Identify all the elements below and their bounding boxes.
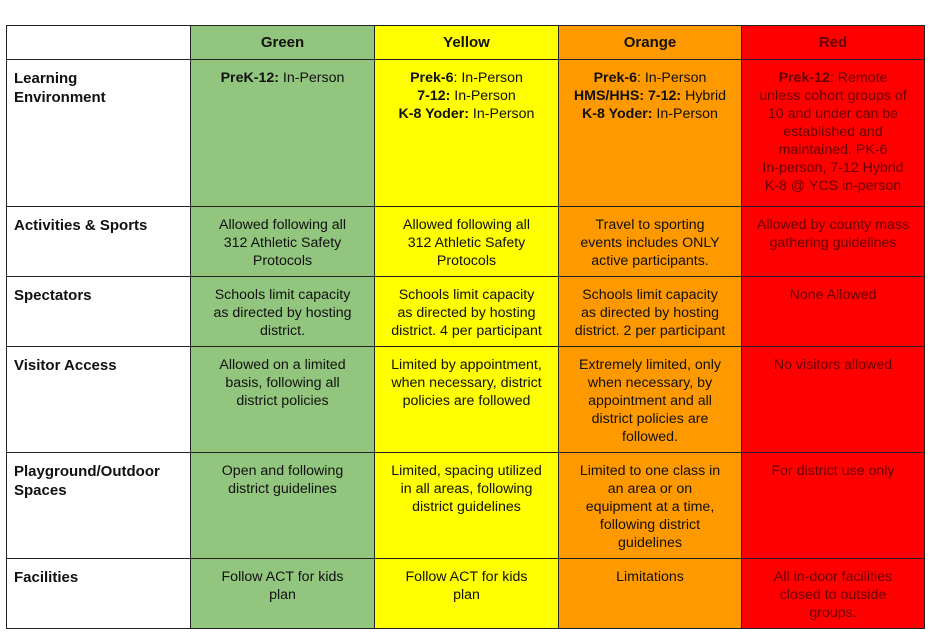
cell-text: Allowed by county mass xyxy=(756,217,910,233)
cell-bold-text: Prek-6 xyxy=(410,70,454,86)
cell-text: gathering guidelines xyxy=(769,235,897,251)
cell-line xyxy=(746,105,920,123)
cell-line xyxy=(379,462,554,480)
row-label xyxy=(7,347,191,453)
cell-text: In-person, 7-12 Hybrid xyxy=(762,160,904,176)
cell-green xyxy=(191,453,375,559)
cell-text: Hybrid xyxy=(681,88,727,104)
row-label xyxy=(7,60,191,207)
cell-text: K-8 @ YCS in-person xyxy=(764,178,902,194)
cell-text: No visitors allowed xyxy=(773,357,893,373)
cell-line xyxy=(379,69,554,87)
row-label-line: Spectators xyxy=(14,287,92,304)
cell-text: Schools limit capacity xyxy=(214,287,351,303)
cell-line xyxy=(563,105,737,123)
cell-line xyxy=(563,252,737,270)
cell-line xyxy=(195,568,370,586)
cell-line xyxy=(746,159,920,177)
cell-line xyxy=(195,392,370,410)
cell-text: as directed by hosting xyxy=(580,305,720,321)
cell-line xyxy=(563,356,737,374)
cell-bold-text: K-8 Yoder: xyxy=(398,106,469,122)
cell-red xyxy=(742,277,925,347)
cell-line xyxy=(563,516,737,534)
cell-text: 10 and under can be xyxy=(767,106,899,122)
cell-bold-text: Prek-12 xyxy=(778,70,830,86)
row-label xyxy=(7,277,191,347)
cell-line xyxy=(379,87,554,105)
row-label-line: Facilities xyxy=(14,569,79,586)
cell-line xyxy=(563,286,737,304)
cell-text: Follow ACT for kids xyxy=(221,569,344,585)
cell-text: None Allowed xyxy=(789,287,877,303)
cell-text: Schools limit capacity xyxy=(582,287,718,303)
cell-text: For district use only xyxy=(771,463,895,479)
cell-text: when necessary, district xyxy=(391,375,542,391)
cell-yellow xyxy=(375,207,559,277)
cell-text: Protocols xyxy=(436,253,497,269)
cell-text: In-Person xyxy=(450,88,516,104)
cell-text: : In-Person xyxy=(636,70,707,86)
cell-line xyxy=(379,392,554,410)
cell-text: Protocols xyxy=(252,253,313,269)
cell-green xyxy=(191,347,375,453)
header-red: Red xyxy=(742,26,925,60)
cell-green xyxy=(191,277,375,347)
cell-text: Travel to sporting xyxy=(595,217,705,233)
table-row xyxy=(7,347,925,453)
cell-bold-text: PreK-12: xyxy=(220,70,279,86)
row-label xyxy=(7,207,191,277)
cell-text: closed to outside xyxy=(779,587,887,603)
cell-line xyxy=(379,322,554,340)
cell-red xyxy=(742,559,925,629)
cell-line xyxy=(379,304,554,322)
cell-text: In-Person xyxy=(652,106,718,122)
cell-line xyxy=(195,216,370,234)
cell-text: district policies are xyxy=(591,411,709,427)
cell-line xyxy=(195,374,370,392)
row-label-line: Environment xyxy=(14,89,106,106)
cell-line xyxy=(195,69,370,87)
cell-text: district guidelines xyxy=(412,499,521,515)
cell-line xyxy=(746,604,920,622)
cell-orange xyxy=(559,559,742,629)
cell-green xyxy=(191,60,375,207)
cell-line xyxy=(379,480,554,498)
header-green: Green xyxy=(191,26,375,60)
cell-text: Follow ACT for kids xyxy=(405,569,528,585)
cell-line xyxy=(746,356,920,374)
cell-line xyxy=(379,216,554,234)
cell-red xyxy=(742,207,925,277)
reopening-plan-table xyxy=(6,25,925,629)
cell-line xyxy=(563,392,737,410)
cell-text: maintained. PK-6 xyxy=(778,142,888,158)
cell-yellow xyxy=(375,453,559,559)
row-label xyxy=(7,559,191,629)
cell-text: Open and following xyxy=(221,463,344,479)
cell-yellow xyxy=(375,277,559,347)
cell-text: following district xyxy=(599,517,701,533)
cell-text: district. 4 per participant xyxy=(391,323,542,339)
row-label-line: Learning xyxy=(14,70,78,87)
cell-line xyxy=(746,177,920,195)
cell-text: : Remote xyxy=(829,70,888,86)
cell-line xyxy=(563,322,737,340)
cell-line xyxy=(195,586,370,604)
cell-line xyxy=(563,216,737,234)
cell-line xyxy=(379,498,554,516)
cell-line xyxy=(746,568,920,586)
cell-text: : In-Person xyxy=(453,70,523,86)
cell-text: in all areas, following xyxy=(400,481,533,497)
cell-line xyxy=(379,234,554,252)
table-row xyxy=(7,60,925,207)
header-yellow: Yellow xyxy=(375,26,559,60)
cell-text: unless cohort groups of xyxy=(759,88,907,104)
cell-text: guidelines xyxy=(618,535,682,551)
row-label-line: Visitor Access xyxy=(14,357,117,374)
cell-line xyxy=(563,568,737,586)
cell-text: active participants. xyxy=(591,253,709,269)
cell-text: Allowed on a limited xyxy=(219,357,346,373)
cell-line xyxy=(563,534,737,552)
cell-text: Limited to one class in xyxy=(579,463,721,479)
cell-line xyxy=(746,123,920,141)
cell-line xyxy=(563,462,737,480)
cell-line xyxy=(379,374,554,392)
reopening-plan-table-wrapper xyxy=(6,25,925,629)
header-orange: Orange xyxy=(559,26,742,60)
cell-text: Allowed following all xyxy=(219,217,346,233)
cell-line xyxy=(746,141,920,159)
cell-line xyxy=(379,105,554,123)
cell-line xyxy=(563,428,737,446)
cell-line xyxy=(563,410,737,428)
cell-line xyxy=(195,356,370,374)
cell-text: followed. xyxy=(622,429,678,445)
cell-line xyxy=(195,322,370,340)
cell-text: district guidelines xyxy=(228,481,337,497)
cell-bold-text: 7-12: xyxy=(417,88,451,104)
cell-green xyxy=(191,559,375,629)
cell-red xyxy=(742,60,925,207)
cell-line xyxy=(563,69,737,87)
table-row xyxy=(7,559,925,629)
cell-line xyxy=(563,498,737,516)
cell-bold-text: HMS/HHS: 7-12: xyxy=(573,88,682,104)
row-label xyxy=(7,453,191,559)
cell-orange xyxy=(559,60,742,207)
cell-orange xyxy=(559,347,742,453)
cell-text: Schools limit capacity xyxy=(398,287,535,303)
cell-text: district policies xyxy=(236,393,329,409)
cell-text: policies are followed xyxy=(402,393,531,409)
cell-text: basis, following all xyxy=(225,375,340,391)
cell-text: Extremely limited, only xyxy=(579,357,721,373)
cell-line xyxy=(379,586,554,604)
cell-line xyxy=(746,69,920,87)
cell-text: 312 Athletic Safety xyxy=(407,235,526,251)
cell-text: Allowed following all xyxy=(403,217,530,233)
cell-green xyxy=(191,207,375,277)
row-label-line: Playground/Outdoor xyxy=(14,463,160,480)
cell-text: In-Person xyxy=(468,106,535,122)
cell-line xyxy=(195,286,370,304)
cell-red xyxy=(742,453,925,559)
cell-line xyxy=(379,252,554,270)
table-row xyxy=(7,453,925,559)
table-row xyxy=(7,207,925,277)
cell-yellow xyxy=(375,347,559,453)
cell-text: established and xyxy=(783,124,883,140)
cell-line xyxy=(195,252,370,270)
cell-line xyxy=(563,87,737,105)
cell-yellow xyxy=(375,559,559,629)
cell-line xyxy=(379,356,554,374)
cell-line xyxy=(746,87,920,105)
cell-orange xyxy=(559,453,742,559)
cell-line xyxy=(195,304,370,322)
cell-text: district. 2 per participant xyxy=(574,323,726,339)
cell-line xyxy=(563,374,737,392)
cell-line xyxy=(379,568,554,586)
cell-red xyxy=(742,347,925,453)
cell-line xyxy=(746,462,920,480)
cell-text: appointment and all xyxy=(588,393,712,409)
cell-line xyxy=(563,304,737,322)
cell-line xyxy=(746,286,920,304)
cell-text: Limitations xyxy=(616,569,684,585)
cell-text: plan xyxy=(269,587,296,603)
cell-text: an area or on xyxy=(607,481,693,497)
cell-bold-text: K-8 Yoder: xyxy=(582,106,653,122)
cell-text: groups. xyxy=(809,605,857,621)
cell-line xyxy=(746,586,920,604)
cell-text: 312 Athletic Safety xyxy=(223,235,342,251)
cell-text: In-Person xyxy=(278,70,345,86)
cell-text: All in-door facilities xyxy=(773,569,893,585)
cell-bold-text: Prek-6 xyxy=(593,70,637,86)
cell-line xyxy=(379,286,554,304)
cell-orange xyxy=(559,277,742,347)
row-label-line: Spaces xyxy=(14,482,67,499)
cell-text: plan xyxy=(453,587,480,603)
cell-text: district. xyxy=(260,323,305,339)
cell-line xyxy=(195,480,370,498)
cell-text: Limited by appointment, xyxy=(391,357,542,373)
cell-yellow xyxy=(375,60,559,207)
cell-text: events includes ONLY xyxy=(580,235,720,251)
cell-line xyxy=(746,216,920,234)
cell-line xyxy=(195,234,370,252)
row-label-line: Activities & Sports xyxy=(14,217,148,234)
cell-text: Limited, spacing utilized xyxy=(391,463,542,479)
header-corner xyxy=(7,26,191,60)
header-row xyxy=(7,26,925,60)
cell-line xyxy=(195,462,370,480)
cell-line xyxy=(746,234,920,252)
cell-line xyxy=(563,480,737,498)
cell-text: equipment at a time, xyxy=(585,499,715,515)
cell-orange xyxy=(559,207,742,277)
cell-text: as directed by hosting xyxy=(397,305,536,321)
cell-text: when necessary, by xyxy=(587,375,713,391)
cell-text: as directed by hosting xyxy=(213,305,352,321)
cell-line xyxy=(563,234,737,252)
table-row xyxy=(7,277,925,347)
